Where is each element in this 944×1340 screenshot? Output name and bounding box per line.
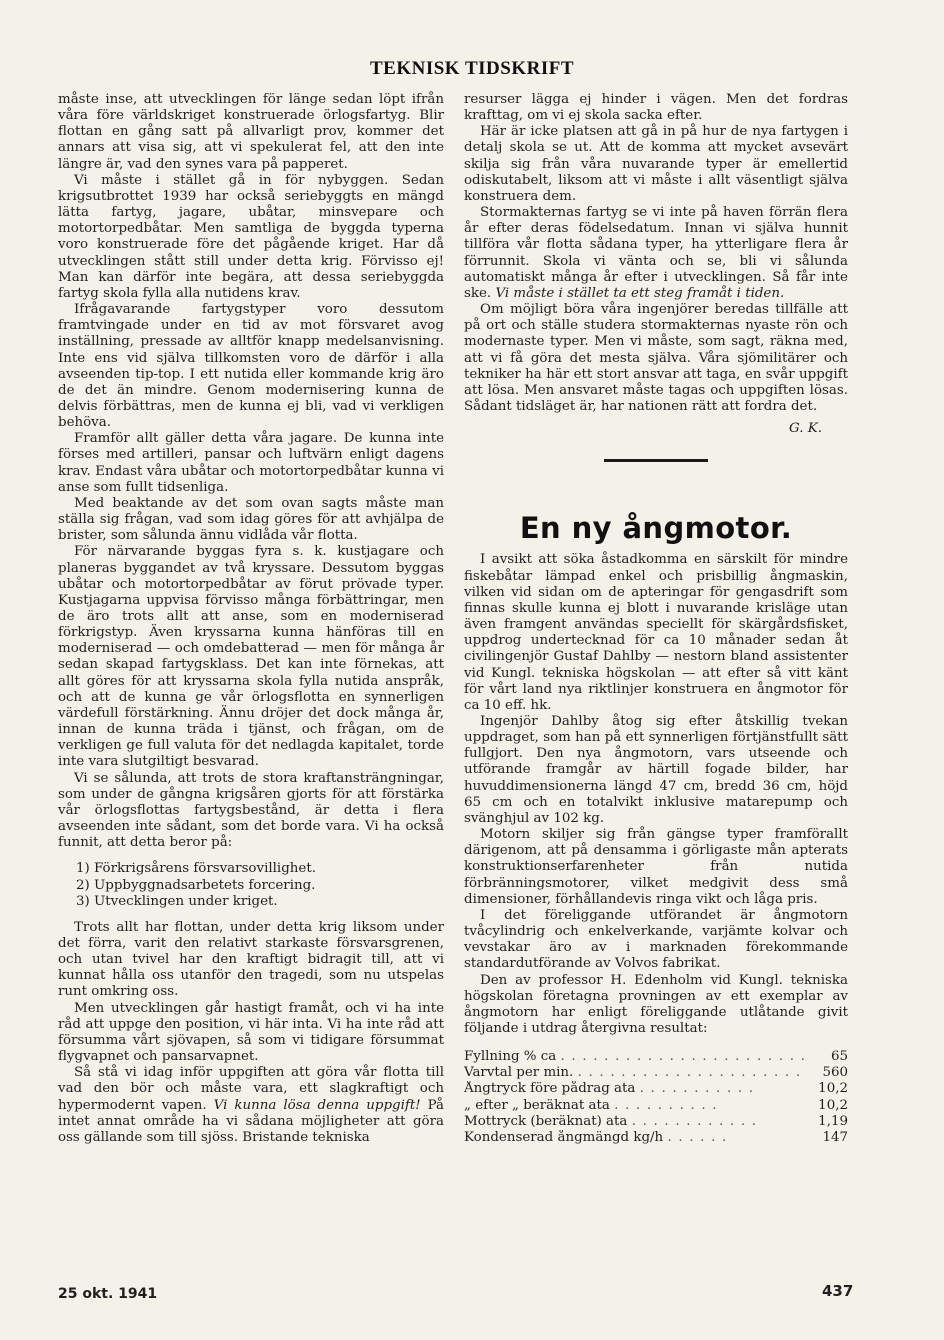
result-value: 10,2 (818, 1081, 848, 1097)
issue-date: 25 okt. 1941 (58, 1286, 158, 1302)
paragraph: Trots allt har flottan, under detta krig liksom under det förra, varit den relativt starkaste försvarsgrenen, och utan tvivel har den kraftigt bidragit till, att vi kunnat hålla oss utanför den tragedi, som nu utspelas runt omkring oss. (58, 919, 444, 1000)
author-signature: G. K. (789, 421, 822, 437)
result-value: 65 (830, 1049, 848, 1065)
paragraph (464, 205, 848, 302)
text-run: Så stå vi idag inför uppgiften att göra vår flotta till vad den bör och måste vara, ett slagkraftigt och hypermodernt vapen. (58, 1065, 444, 1113)
result-value: 147 (822, 1129, 848, 1145)
paragraph: I avsikt att söka åstadkomma en särskilt för mindre fiskebåtar lämpad enkel och prisbillig ångmaskin, vilken vid sidan om de apteringar för gengasdrift som finnas skulle kunna ej blott i nuvarande krisläge utan även framgent användas speciellt för skärgårdsfisket, uppdrog undertecknad för ca 10 månader sedan åt civilingenjör Gustaf Dahlby — nestorn bland assistenter vid Kungl. tekniska högskolan — att efter så vitt känt för vårt land nya riktlinjer konstruera en ångmotor för ca 10 eff. hk. (464, 552, 848, 713)
result-label: „ efter „ beräknat ata (464, 1097, 610, 1113)
paragraph: Motorn skiljer sig från gängse typer framförallt därigenom, att på densamma i görligaste mån apterats konstruktionserfarenheter från nutida förbränningsmotorer, vilket medgivit dess små dimensioner, förhållandevis ringa vikt och låga pris. (464, 827, 848, 907)
leader-dots: . . . . . . . . . . . . . . . . . . . . . (577, 1065, 802, 1081)
paragraph: I det föreliggande utförandet är ångmotorn tvåcylindrig och enkelverkande, varjämte kolvar och vevstakar äro av i marknaden förekommande standardutförande av Volvos fabrikat. (464, 907, 848, 972)
paragraph: Med beaktande av det som ovan sagts måste man ställa sig frågan, vad som idag göres för att avhjälpa de brister, som sålunda ännu vidlåda vår flotta. (58, 495, 444, 544)
table-row (464, 1049, 848, 1065)
leader-dots: . . . . . . . . . . (614, 1097, 718, 1113)
results-table (464, 1049, 848, 1146)
table-row (464, 1098, 848, 1114)
masthead: TEKNISK TIDSKRIFT (369, 58, 575, 79)
paragraph: Vi måste i stället gå in för nybyggen. Sedan krigsutbrottet 1939 har också seriebyggts en mängd lätta fartyg, jagare, ubåtar, minsvepare och motortorpedbåtar. Men samtliga de byggda typerna voro konstruerade före det pågående kriget. Har då utvecklingen stått still under detta krig. Förvisso ej! Man kan därför inte begära, att dessa seriebyggda fartyg skola fylla alla nutidens krav. (58, 172, 444, 301)
paragraph: Framför allt gäller detta våra jagare. De kunna inte förses med artilleri, pansar och luftvärn enligt dagens krav. Endast våra ubåtar och motortorpedbåtar kunna vi anse som fullt tidsenliga. (58, 431, 444, 495)
text-run: På intet annat område ha vi sådana möjligheter att göra oss gällande som till sjöss. Bristande tekniska (58, 1097, 444, 1145)
left-column (58, 92, 444, 1146)
text-run: Stormakternas fartyg se vi inte på haven förrän flera år efter deras födelsedatum. Innan vi själva hunnit tillföra vår flotta sådana typer, ha ytterligare flera år förrunnit. Skola vi vänta och se, bli vi sålunda automatiskt många år efter i utvecklingen. Så får inte ske. (464, 205, 848, 301)
emphasis-text: Vi kunna lösa denna uppgift! (213, 1097, 421, 1113)
table-row (464, 1065, 848, 1081)
paragraph: Ingenjör Dahlby åtog sig efter åtskillig tvekan uppdraget, som han på ett synnerligen förtjänstfullt sätt fullgjort. Den nya ångmotorn, vars utseende och utförande framgår av härtill fogade bilder, har huvuddimensionerna längd 47 cm, bredd 36 cm, höjd 65 cm och en totalvikt inklusive matarepump och svänghjul av 102 kg. (464, 714, 848, 826)
table-row (464, 1130, 848, 1146)
paragraph: Den av professor H. Edenholm vid Kungl. tekniska högskolan företagna provningen av ett exemplar av ångmotorn har enligt föreliggande utlåtande givit följande i utdrag återgivna resultat: (464, 972, 848, 1036)
table-row (464, 1114, 848, 1130)
list-item: 1) Förkrigsårens försvarsovillighet. (76, 861, 316, 877)
leader-dots: . . . . . . . . . . . . (631, 1113, 758, 1129)
result-label: Varvtal per min. (464, 1065, 574, 1081)
paragraph: Ifrågavarande fartygstyper voro dessutom framtvingade under en tid av mot försvaret avog inställning, pressade av alltför knapp medelsanvisning. Inte ens vid själva tillkomsten voro de därför i alla avseenden tip-top. I ett nutida eller kommande krig äro de det än mindre. Genom modernisering kunna de delvis förbättras, men de kunna ej bli, vad vi verkligen behöva. (58, 302, 444, 431)
result-label: Ångtryck före pådrag ata (464, 1081, 636, 1097)
result-label: Fyllning % ca (464, 1049, 557, 1065)
reasons-list (58, 861, 444, 909)
list-item: 3) Utvecklingen under kriget. (76, 893, 278, 909)
result-value: 560 (822, 1065, 848, 1081)
paragraph: Vi se sålunda, att trots de stora kraftansträngningar, som under de gångna krigsåren gjorts för att förstärka vår örlogsflottas fartygsbestånd, är detta i flera avseenden inte sådant, som det borde vara. Vi ha också funnit, att detta beror på: (58, 770, 444, 851)
article-title: En ny ångmotor. (519, 511, 793, 546)
paragraph: Om möjligt böra våra ingenjörer beredas tillfälle att på ort och ställe studera stormakternas nyaste rön och modernaste typer. Men vi måste, som sagt, räkna med, att vi få göra det mesta själva. Våra sjömilitärer och tekniker ha här ett stort ansvar att taga, en svår uppgift att lösa. Men ansvaret måste tagas och uppgiften lösas. Sådant tidsläget är, har nationen rätt att fordra det. (464, 302, 848, 414)
page-number: 437 (822, 1282, 854, 1300)
result-value: 10,2 (818, 1097, 848, 1113)
list-item: 2) Uppbyggnadsarbetets forcering. (76, 877, 316, 893)
paragraph: Här är icke platsen att gå in på hur de nya fartygen i detalj skola se ut. Att de komma att mycket avsevärt skilja sig från våra nuvarande typer är emellertid odiskutabelt, liksom att vi måste i allt väsentligt själva konstruera dem. (464, 124, 848, 204)
result-label: Mottryck (beräknat) ata (464, 1113, 628, 1129)
paragraph: resurser lägga ej hinder i vägen. Men det fordras krafttag, om vi ej skola sacka efter. (464, 92, 848, 124)
right-column (464, 92, 848, 1146)
paragraph: För närvarande byggas fyra s. k. kustjagare och planeras byggandet av två kryssare. Dessutom byggas ubåtar och motortorpedbåtar av förut prövade typer. Kustjagarna uppvisa förvisso många förbättringar, men de äro trots allt att anse, som en moderniserad förkrigstyp. Även kryssarna kunna hänföras till en moderniserad — och omdebatterad — men för många år sedan skapad fartygsklass. Det kan inte förnekas, att allt göres för att kryssarna skola fylla nutida anspråk, och att de kunna ge vår örlogsflotta en synnerligen värdefull förstärkning. Ännu dröjer det dock många år, innan de kunna träda i tjänst, och frågan, om de verkligen ge full valuta för det nedlagda kapitalet, torde inte vara slutgiltigt besvarad. (58, 544, 444, 770)
leader-dots: . . . . . . (667, 1129, 728, 1145)
result-label: Kondenserad ångmängd kg/h (464, 1129, 664, 1145)
table-row (464, 1081, 848, 1097)
emphasis-text: Vi måste i stället ta ett steg framåt i tiden. (495, 285, 785, 301)
leader-dots: . . . . . . . . . . . (639, 1081, 755, 1097)
result-value: 1,19 (818, 1113, 848, 1129)
leader-dots: . . . . . . . . . . . . . . . . . . . . . . . (560, 1049, 807, 1065)
paragraph: måste inse, att utvecklingen för länge sedan löpt ifrån våra före världskriget konstruerade örlogsfartyg. Blir flottan en gång satt på allvarligt prov, kommer det annars att visa sig, att vi spekulerat fel, att den inte längre är, vad den synes vara på papperet. (58, 92, 444, 172)
paragraph: Men utvecklingen går hastigt framåt, och vi ha inte råd att uppge den position, vi här inta. Vi ha inte råd att försumma vårt sjövapen, så som vi tidigare försummat flygvapnet och pansarvapnet. (58, 1000, 444, 1065)
section-divider (604, 459, 708, 462)
paragraph (58, 1065, 444, 1146)
